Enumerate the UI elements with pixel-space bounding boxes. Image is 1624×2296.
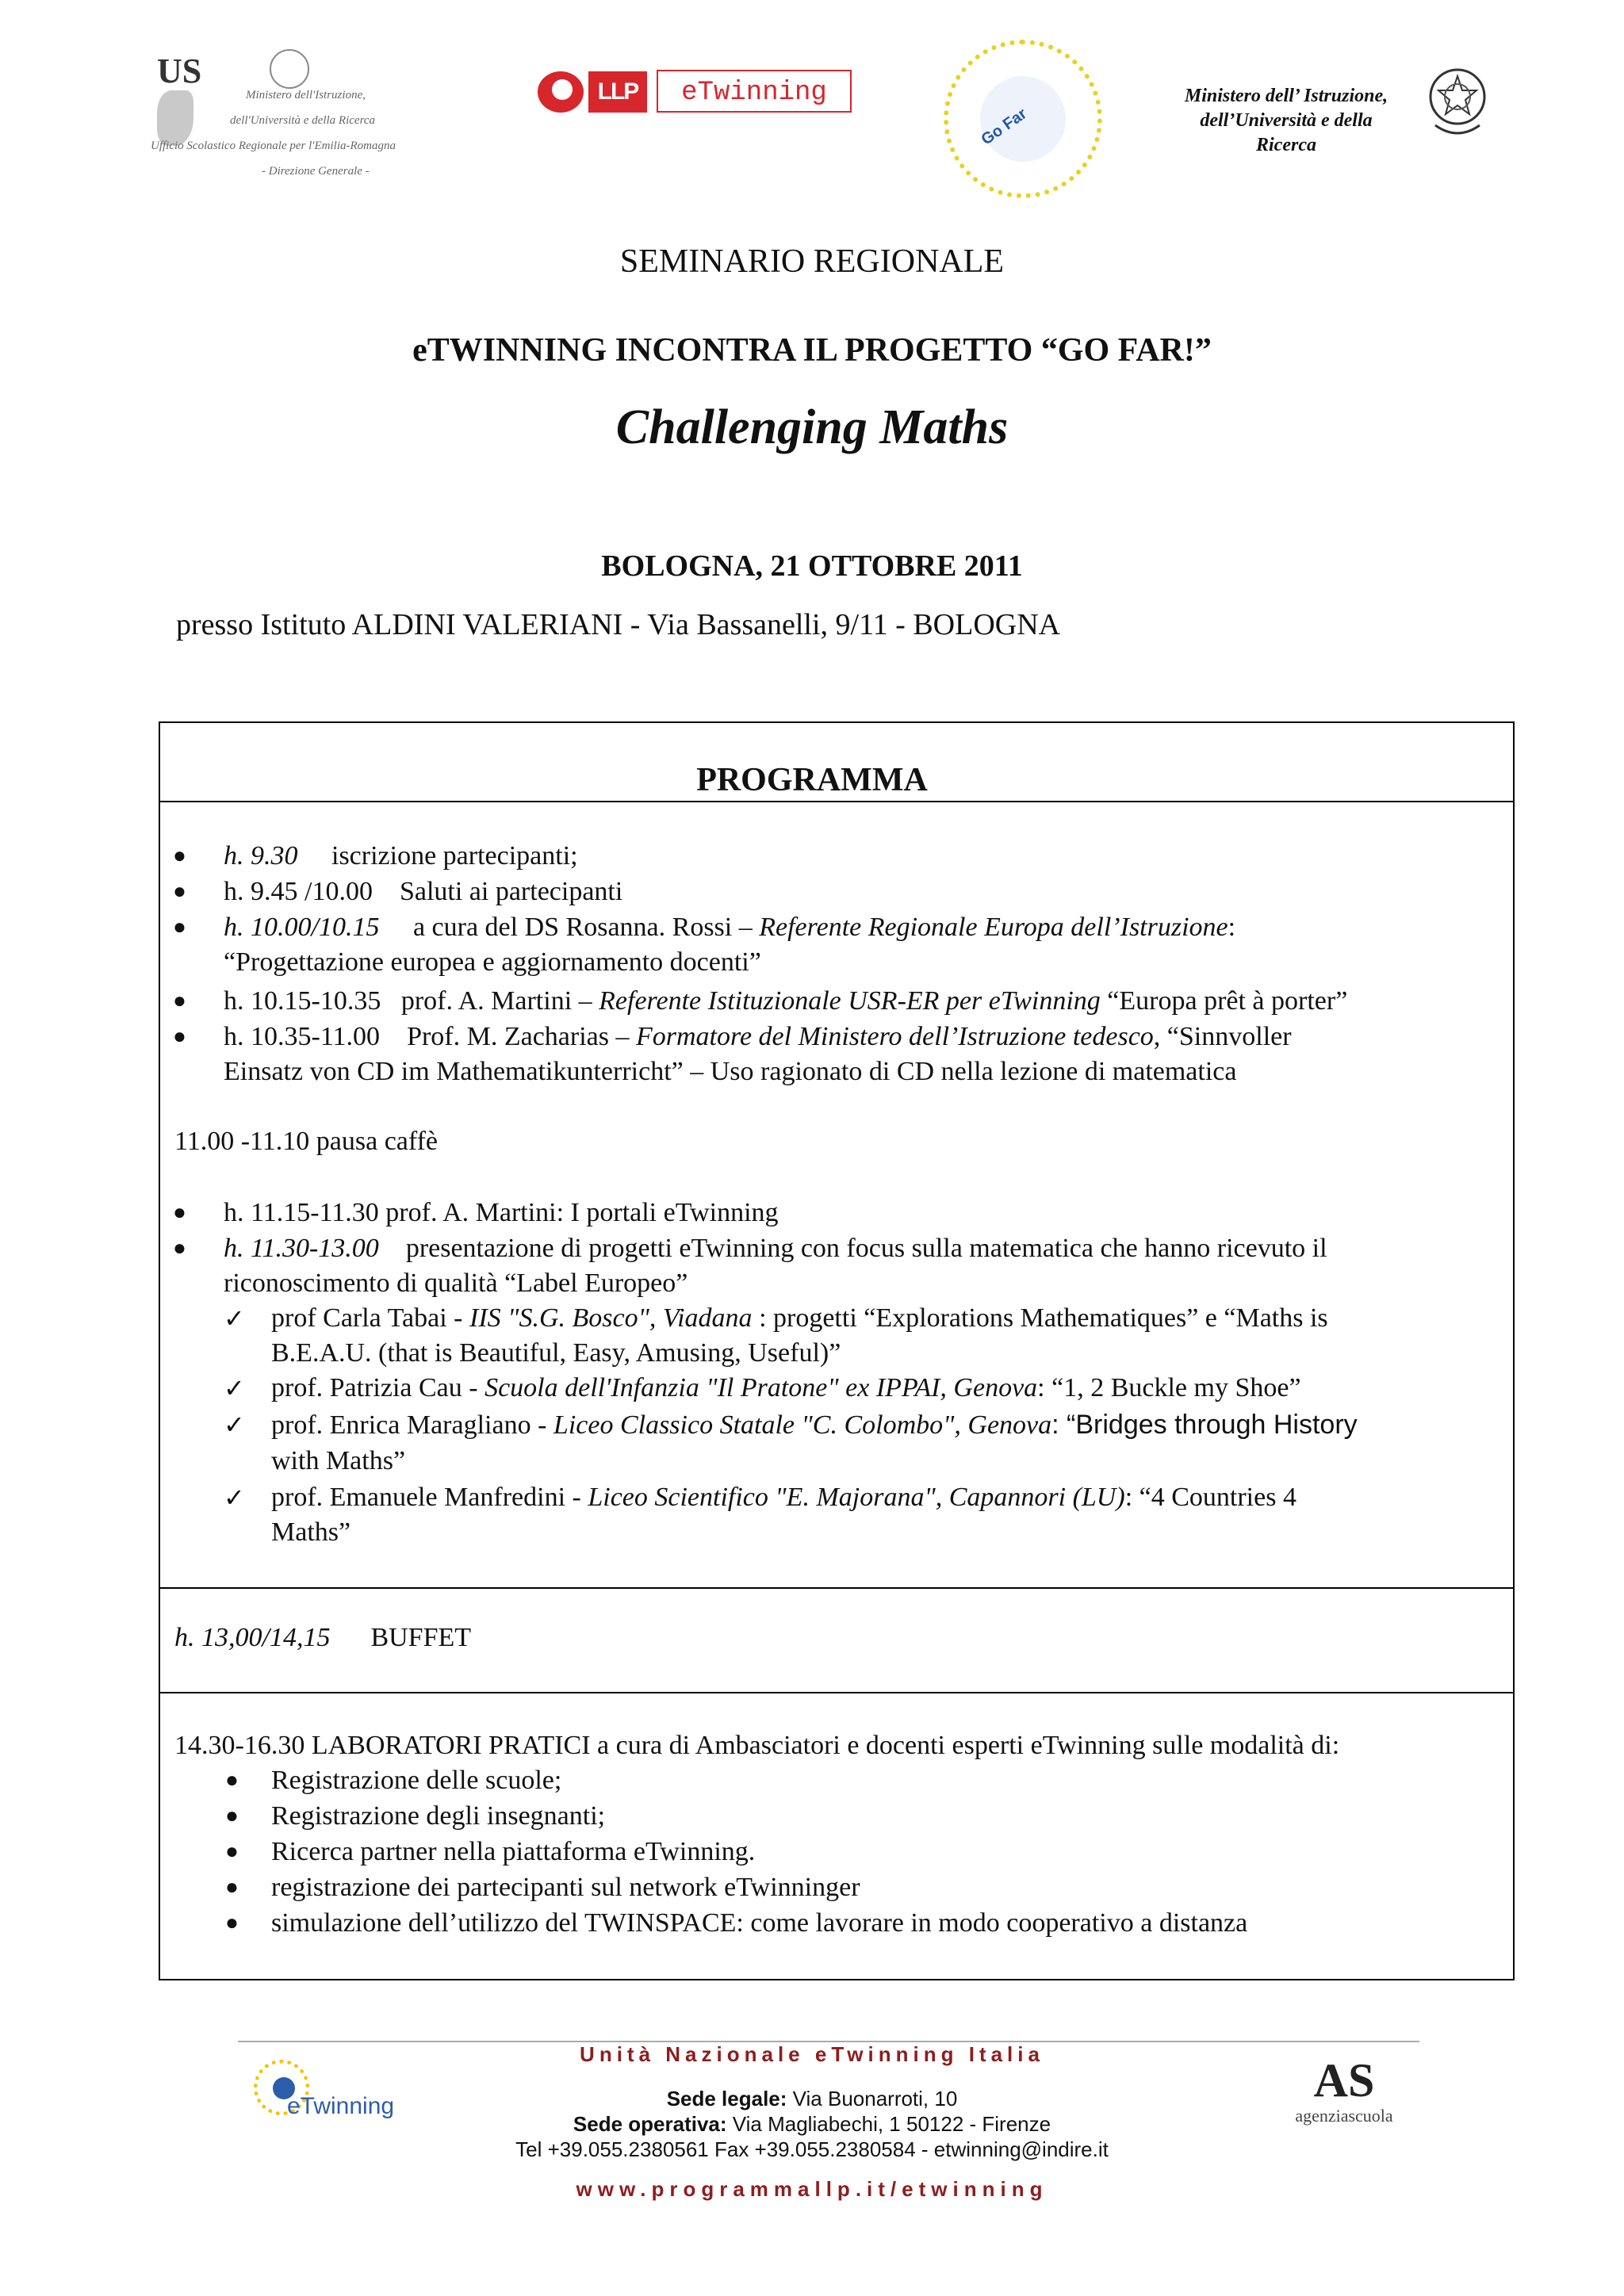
item-time: h. 10.00/10.15 <box>224 913 380 942</box>
footer-website-link[interactable]: www.programmallp.it/etwinning <box>576 2177 1048 2201</box>
usr-line-3: Ufficio Scolastico Regionale per l'Emilia-Romagna <box>151 140 396 152</box>
project-item <box>271 1480 1297 1515</box>
item-role: Formatore del Ministero dell’Istruzione tedesco <box>635 1022 1154 1051</box>
check-icon: ✓ <box>224 1374 245 1402</box>
list-item-continuation: riconoscimento di qualità “Label Europeo” <box>224 1269 688 1298</box>
bullet-icon: ● <box>225 1839 239 1864</box>
item-text: a cura del DS Rosanna. Rossi – <box>412 913 760 942</box>
operativa-address: Via Magliabechi, 1 50122 - Firenze <box>726 2112 1051 2136</box>
usr-line-1: Ministero dell'Istruzione, <box>246 89 366 101</box>
gofar-logo-text: Go Far <box>978 105 1030 149</box>
item-text: , “Sinnvoller <box>1153 1022 1292 1051</box>
list-item <box>224 1231 1327 1266</box>
etwinning-label: eTwinning <box>657 70 852 113</box>
usr-logo <box>151 49 460 184</box>
lab-item: Ricerca partner nella piattaforma eTwinning. <box>271 1837 756 1866</box>
bullet-icon: ● <box>173 989 186 1013</box>
llp-etwinning-logo <box>538 68 855 119</box>
bullet-icon: ● <box>173 915 186 939</box>
footer-contacts: Tel +39.055.2380561 Fax +39.055.2380584 - etwinning@indire.it <box>515 2137 1109 2161</box>
bullet-icon: ● <box>225 1804 239 1828</box>
item-text: iscrizione partecipanti; <box>331 841 578 871</box>
project-title: : “1, 2 Buckle my Shoe” <box>1037 1373 1301 1402</box>
list-item <box>224 839 578 874</box>
date-location: BOLOGNA, 21 OTTOBRE 2011 <box>601 549 1023 583</box>
project-item <box>271 1301 1328 1336</box>
list-item <box>224 1020 1292 1054</box>
item-time: h. 9.45 /10.00 <box>224 877 373 906</box>
project-name: prof Carla Tabai - <box>271 1303 470 1333</box>
divider <box>160 1587 1513 1589</box>
project-school: IIS "S.G. Bosco", Viadana <box>469 1303 753 1333</box>
item-role: Referente Regionale Europa dell’Istruzione <box>759 913 1228 942</box>
gofar-logo <box>944 40 1102 198</box>
ministero-line-1: Ministero dell’ Istruzione, <box>1184 86 1388 106</box>
project-title: : “Bridges through History <box>1051 1410 1358 1440</box>
etwinning-title: eTWINNING INCONTRA IL PROGETTO “GO FAR!” <box>412 332 1212 369</box>
project-title: : “4 Countries 4 <box>1124 1483 1297 1512</box>
divider <box>160 1692 1513 1693</box>
bullet-icon: ● <box>225 1911 239 1935</box>
project-title: : progetti “Explorations Mathematiques” e “Maths is <box>752 1303 1328 1333</box>
project-school: Scuola dell'Infanzia "Il Pratone" ex IPPAI, Genova <box>485 1373 1038 1402</box>
buffet-label: BUFFET <box>370 1623 472 1652</box>
item-time: h. 10.15-10.35 <box>224 986 381 1016</box>
project-school: Liceo Scientifico "E. Majorana", Capannori (LU) <box>588 1483 1125 1512</box>
venue-address: presso Istituto ALDINI VALERIANI - Via Bassanelli, 9/11 - BOLOGNA <box>176 608 1061 641</box>
ministero-heading <box>1159 84 1413 158</box>
check-icon: ✓ <box>224 1304 245 1333</box>
buffet-row <box>174 1621 471 1655</box>
lab-intro: 14.30-16.30 LABORATORI PRATICI a cura di Ambasciatori e docenti esperti eTwinning sulle modalità di: <box>174 1731 1340 1760</box>
bullet-icon: ● <box>225 1768 239 1793</box>
operativa-label: Sede operativa: <box>573 2112 727 2136</box>
sede-label: Sede legale: <box>666 2087 787 2110</box>
lab-item: Registrazione degli insegnanti; <box>271 1801 606 1831</box>
item-text: presentazione di progetti eTwinning con focus sulla matematica che hanno ricevuto il <box>405 1234 1327 1263</box>
check-icon: ✓ <box>224 1410 245 1439</box>
coffee-break: 11.00 -11.10 pausa caffè <box>174 1127 439 1156</box>
project-item <box>271 1371 1301 1406</box>
program-heading: PROGRAMMA <box>696 762 928 798</box>
project-item-continuation: B.E.A.U. (that is Beautiful, Easy, Amusing, Useful)” <box>271 1338 841 1368</box>
agenziascuola-mark: AS <box>1313 2054 1375 2107</box>
project-item-continuation: Maths” <box>271 1517 351 1547</box>
ministero-line-2: dell’Università e della <box>1200 110 1373 131</box>
bullet-icon: ● <box>173 879 186 904</box>
bullet-icon: ● <box>173 844 186 868</box>
project-name: prof. Enrica Maragliano - <box>271 1410 553 1440</box>
list-item <box>224 984 1347 1019</box>
agenziascuola-text: agenziascuola <box>1295 2106 1393 2126</box>
usr-line-4: - Direzione Generale - <box>262 165 370 178</box>
seminario-title: SEMINARIO REGIONALE <box>619 243 1005 280</box>
item-time: h. 9.30 <box>224 841 298 871</box>
check-icon: ✓ <box>224 1483 245 1512</box>
italian-republic-emblem-icon <box>1424 59 1491 144</box>
challenging-maths-title: Challenging Maths <box>615 400 1009 454</box>
item-time: h. 10.35-11.00 <box>224 1022 381 1051</box>
lab-item: simulazione dell’utilizzo del TWINSPACE: come lavorare in modo cooperativo a distanza <box>271 1908 1248 1938</box>
list-item-continuation: Einsatz von CD im Mathematikunterricht” – Uso ragionato di CD nella lezione di matematica <box>224 1057 1237 1086</box>
sede-address: Via Buonarroti, 10 <box>787 2087 958 2110</box>
list-item <box>224 910 1235 945</box>
project-item-continuation: with Maths” <box>271 1446 406 1475</box>
item-text: : <box>1228 913 1236 942</box>
usr-line-2: dell'Università e della Ricerca <box>230 114 376 127</box>
item-text: prof. A. Martini – <box>400 986 599 1016</box>
agenziascuola-logo <box>1277 2055 1411 2134</box>
usr-abbr: US <box>157 52 202 90</box>
italy-map-icon <box>157 90 193 146</box>
project-item <box>271 1407 1358 1443</box>
bullet-icon: ● <box>173 1200 186 1225</box>
item-time: h. 11.30-13.00 <box>224 1234 379 1263</box>
list-item <box>224 874 622 909</box>
item-role: Referente Istituzionale USR-ER per eTwinning <box>599 986 1101 1016</box>
llp-label: LLP <box>588 71 647 113</box>
project-school: Liceo Classico Statale "C. Colombo", Genova <box>553 1410 1052 1440</box>
footer-unit-title: Unità Nazionale eTwinning Italia <box>580 2042 1044 2066</box>
ministero-line-3: Ricerca <box>1256 135 1316 155</box>
divider <box>160 801 1513 802</box>
list-item: h. 11.15-11.30 prof. A. Martini: I portali eTwinning <box>224 1198 779 1227</box>
list-item-continuation: “Progettazione europea e aggiornamento docenti” <box>224 947 761 977</box>
project-name: prof. Patrizia Cau - <box>271 1373 485 1402</box>
republic-emblem-icon <box>270 49 309 89</box>
bullet-icon: ● <box>225 1875 239 1900</box>
bullet-icon: ● <box>173 1024 186 1049</box>
bullet-icon: ● <box>173 1236 186 1261</box>
item-text: “Europa prêt à porter” <box>1100 986 1348 1016</box>
llp-swirl-icon <box>538 71 584 113</box>
buffet-time: h. 13,00/14,15 <box>174 1623 331 1652</box>
item-text: Saluti ai partecipanti <box>399 877 623 906</box>
etwinning-footer-logo-text: eTwinning <box>287 2093 395 2119</box>
lab-item: Registrazione delle scuole; <box>271 1766 562 1795</box>
project-name: prof. Emanuele Manfredini - <box>271 1483 588 1512</box>
lab-item: registrazione dei partecipanti sul network eTwinninger <box>271 1873 860 1902</box>
item-text: Prof. M. Zacharias – <box>407 1022 636 1051</box>
